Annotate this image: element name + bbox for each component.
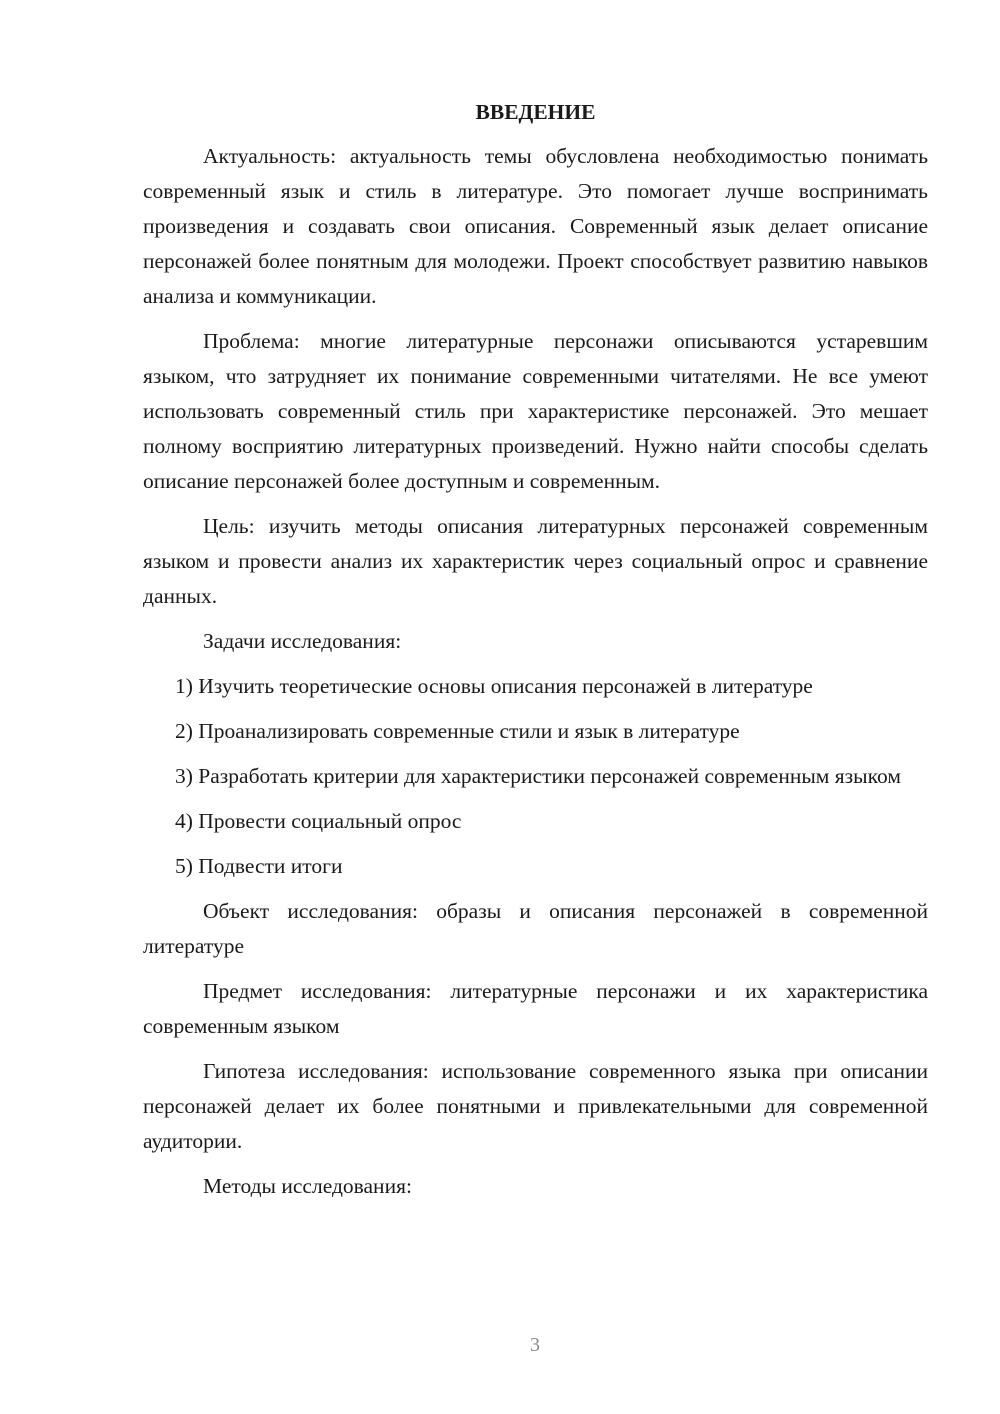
paragraph-subject: Предмет исследования: литературные персонажи и их характеристика современным языком bbox=[143, 979, 928, 1038]
tasks-heading: Задачи исследования: bbox=[203, 629, 402, 653]
task-item-2: 2) Проанализировать современные стили и язык в литературе bbox=[175, 719, 740, 743]
task-item-1: 1) Изучить теоретические основы описания персонажей в литературе bbox=[175, 674, 813, 698]
paragraph-goal: Цель: изучить методы описания литературных персонажей современным языком и провести анализ их характеристик через социальный опрос и сравнение данных. bbox=[143, 514, 928, 608]
document-title: ВВЕДЕНИЕ bbox=[475, 100, 596, 124]
paragraph-object: Объект исследования: образы и описания персонажей в современной литературе bbox=[143, 899, 928, 958]
task-item-5: 5) Подвести итоги bbox=[175, 854, 343, 878]
paragraph-problem: Проблема: многие литературные персонажи описываются устаревшим языком, что затрудняет их понимание современными читателями. Не все умеют использовать современный стиль при характеристике персонажей. Это мешает полному восприятию литературных произведений. Нужно найти способы сделать описание персонажей более доступным и современным. bbox=[143, 329, 928, 493]
task-item-3: 3) Разработать критерии для характеристики персонажей современным языком bbox=[175, 764, 901, 788]
document-body bbox=[143, 95, 928, 1214]
methods-heading: Методы исследования: bbox=[203, 1174, 412, 1198]
task-item-4: 4) Провести социальный опрос bbox=[175, 809, 462, 833]
page-number: 3 bbox=[530, 1334, 540, 1356]
paragraph-relevance: Актуальность: актуальность темы обусловлена необходимостью понимать современный язык и стиль в литературе. Это помогает лучше воспринимать произведения и создавать свои описания. Современный язык делает описание персонажей более понятным для молодежи. Проект способствует развитию навыков анализа и коммуникации. bbox=[143, 144, 928, 308]
paragraph-hypothesis: Гипотеза исследования: использование современного языка при описании персонажей делает их более понятными и привлекательными для современной аудитории. bbox=[143, 1059, 928, 1153]
